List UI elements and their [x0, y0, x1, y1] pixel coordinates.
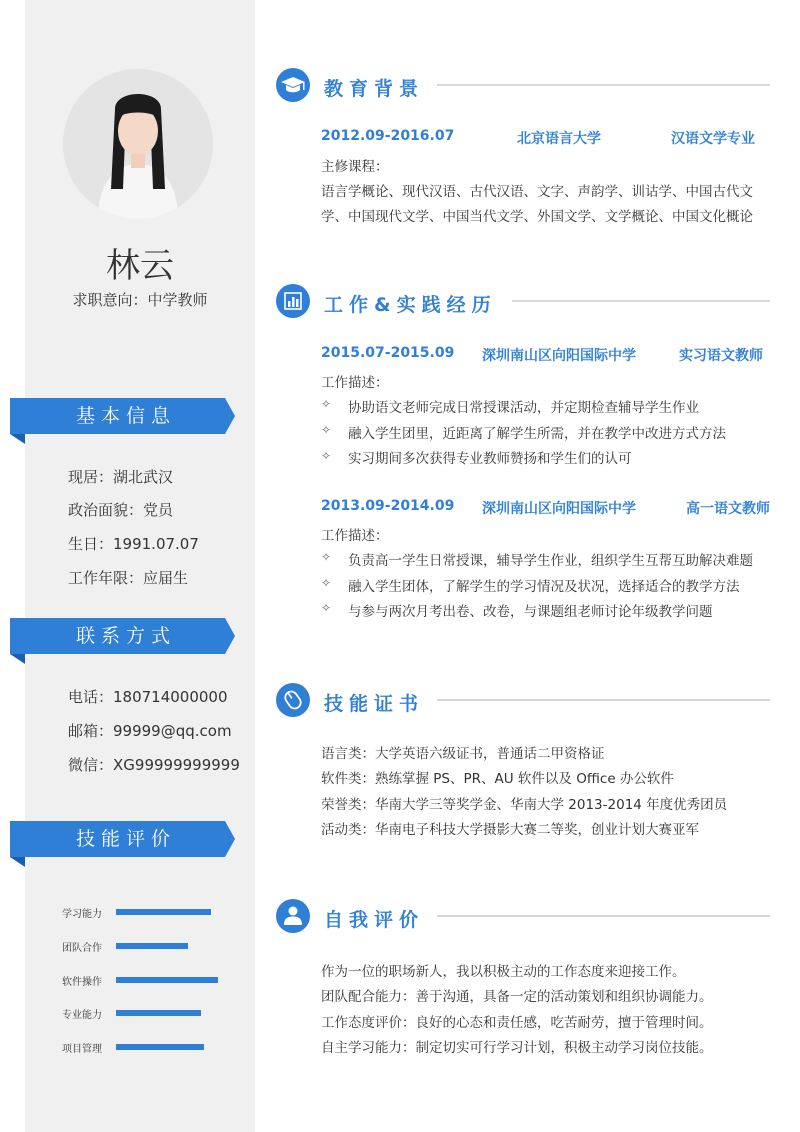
contact-phone[interactable]: 电话：180714000000: [68, 688, 228, 706]
self-eval-item: 作为一位的职场新人，我以积极主动的工作态度来迎接工作。: [321, 964, 686, 980]
section-divider: [437, 915, 770, 917]
courses-line: 学、中国现代文学、中国当代文学、外国文学、文学概论、中国文化概论: [321, 209, 753, 225]
diamond-bullet-icon: ✧: [321, 601, 332, 615]
skill-bar: [116, 1044, 204, 1050]
skill-label: 专业能力: [62, 1010, 102, 1021]
contact-wechat[interactable]: 微信：XG99999999999: [68, 756, 240, 774]
education-title: 教育背景: [324, 78, 425, 100]
diamond-bullet-icon: ✧: [321, 449, 332, 463]
diamond-bullet-icon: ✧: [321, 397, 332, 411]
skill-bar: [116, 909, 211, 915]
certificate-item: 软件类：熟练掌握 PS、PR、AU 软件以及 Office 办公软件: [321, 771, 674, 787]
job-bullet: 融入学生团里，近距离了解学生所需，并在教学中改进方式方法: [348, 426, 726, 442]
education-major: 汉语文学专业: [671, 131, 755, 147]
info-residence: 现居：湖北武汉: [68, 468, 174, 486]
ribbon-fold: [10, 654, 25, 664]
contact-ribbon: [10, 618, 235, 654]
skills-title: 技能评价: [75, 828, 176, 850]
education-date: 2012.09-2016.07: [321, 128, 455, 144]
contact-title: 联系方式: [75, 625, 176, 647]
graduation-cap-icon: [276, 68, 310, 102]
avatar-illustration: [63, 69, 213, 219]
ribbon-fold: [10, 434, 25, 444]
job-org: 深圳南山区向阳国际中学: [482, 348, 636, 364]
job-bullet: 与参与两次月考出卷、改卷，与课题组老师讨论年级教学问题: [348, 604, 713, 620]
self-eval-item: 自主学习能力：制定切实可行学习计划，积极主动学习岗位技能。: [321, 1040, 713, 1056]
self-eval-item: 团队配合能力：善于沟通，具备一定的活动策划和组织协调能力。: [321, 989, 713, 1005]
job-desc-label: 工作描述：: [321, 375, 389, 391]
person-icon: [276, 899, 310, 933]
candidate-name: 林云: [106, 246, 174, 286]
job-desc-label: 工作描述：: [321, 528, 389, 544]
ribbon-fold: [10, 857, 25, 867]
job-role: 高一语文教师: [686, 501, 770, 517]
courses-label: 主修课程：: [321, 159, 389, 175]
certificate-item: 语言类：大学英语六级证书，普通话二甲资格证: [321, 746, 605, 762]
skills-ribbon: [10, 821, 235, 857]
job-intent: 求职意向：中学教师: [72, 291, 208, 309]
section-divider: [512, 300, 770, 302]
skill-label: 学习能力: [62, 909, 102, 920]
job-bullet: 负责高一学生日常授课，辅导学生作业，组织学生互帮互助解决难题: [348, 553, 753, 569]
job-date: 2015.07-2015.09: [321, 345, 455, 361]
basic-info-ribbon: [10, 398, 235, 434]
self-eval-item: 工作态度评价：良好的心态和责任感，吃苦耐劳，擅于管理时间。: [321, 1015, 713, 1031]
skill-label: 项目管理: [62, 1044, 102, 1055]
diamond-bullet-icon: ✧: [321, 576, 332, 590]
bar-chart-icon: [276, 284, 310, 318]
section-divider: [437, 699, 770, 701]
certificate-item: 活动类：华南电子科技大学摄影大赛二等奖，创业计划大赛亚军: [321, 822, 699, 838]
contact-email[interactable]: 邮箱：99999@qq.com: [68, 722, 232, 740]
skill-bar: [116, 977, 218, 983]
job-bullet: 融入学生团体，了解学生的学习情况及状况，选择适合的教学方法: [348, 579, 740, 595]
courses-line: 语言学概论、现代汉语、古代汉语、文字、声韵学、训诂学、中国古代文: [321, 184, 753, 200]
skill-label: 软件操作: [62, 977, 102, 988]
certificates-title: 技能证书: [324, 693, 425, 715]
profile-photo: [63, 69, 213, 219]
diamond-bullet-icon: ✧: [321, 423, 332, 437]
education-school: 北京语言大学: [517, 131, 601, 147]
mouse-icon: [276, 683, 310, 717]
skill-bar: [116, 943, 188, 949]
basic-info-title: 基本信息: [75, 405, 176, 427]
certificate-item: 荣誉类：华南大学三等奖学金、华南大学 2013-2014 年度优秀团员: [321, 797, 728, 813]
skill-bar: [116, 1010, 201, 1016]
job-bullet: 协助语文老师完成日常授课活动，并定期检查辅导学生作业: [348, 400, 699, 416]
info-political-status: 政治面貌：党员: [68, 501, 174, 519]
job-role: 实习语文教师: [679, 348, 763, 364]
job-org: 深圳南山区向阳国际中学: [482, 501, 636, 517]
skill-label: 团队合作: [62, 943, 102, 954]
info-work-years: 工作年限：应届生: [68, 569, 189, 587]
info-birthday: 生日：1991.07.07: [68, 535, 199, 553]
job-date: 2013.09-2014.09: [321, 498, 455, 514]
self-eval-title: 自我评价: [324, 909, 425, 931]
job-bullet: 实习期间多次获得专业教师赞扬和学生们的认可: [348, 451, 632, 467]
diamond-bullet-icon: ✧: [321, 550, 332, 564]
section-divider: [437, 84, 770, 86]
work-title: 工作&实践经历: [324, 294, 497, 316]
